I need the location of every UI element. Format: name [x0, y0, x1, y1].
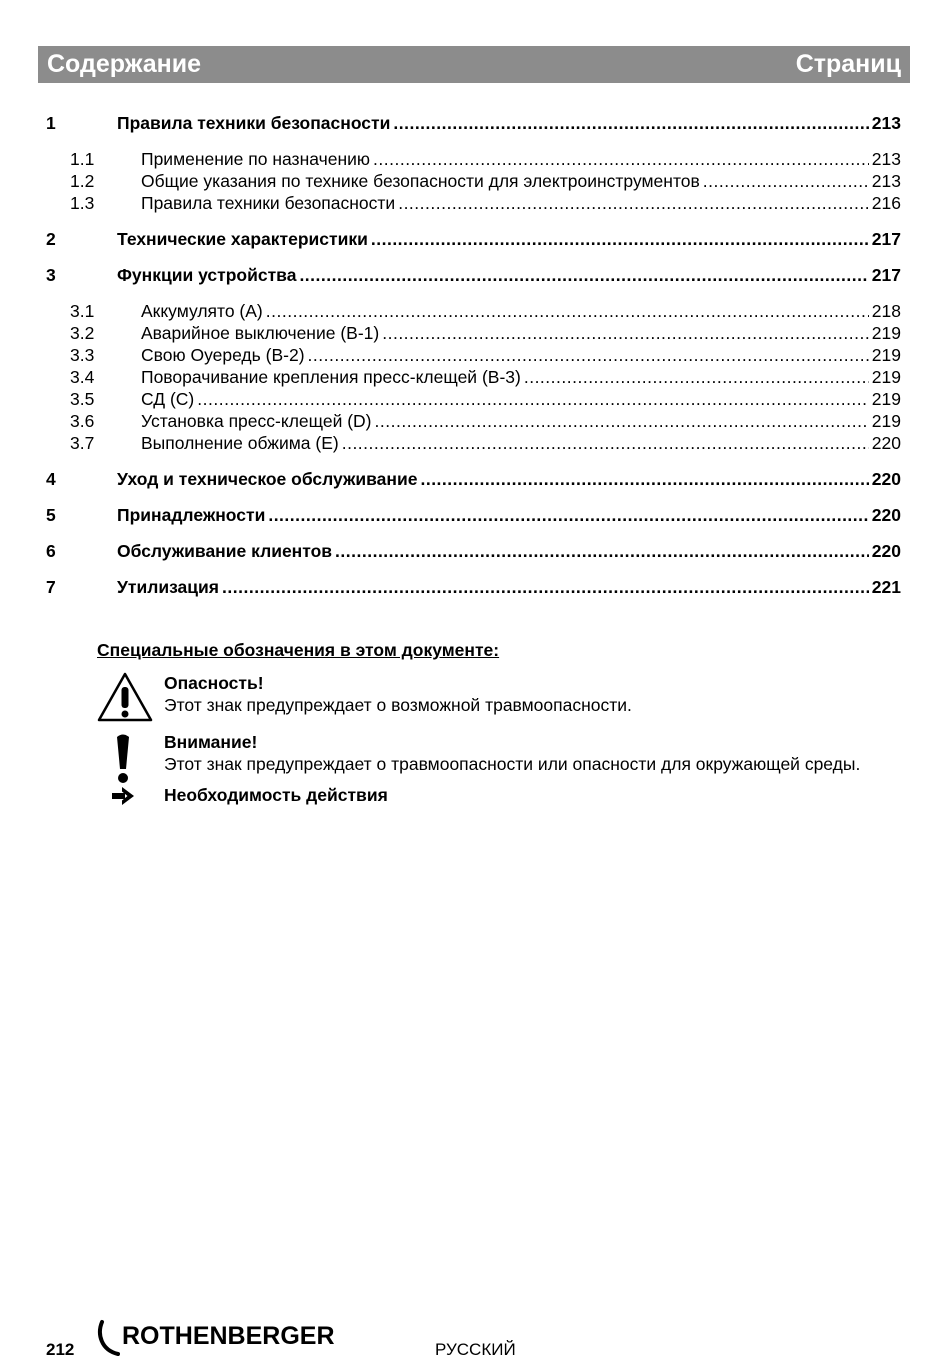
legend-action-title: Необходимость действия [164, 785, 388, 805]
brand-wordmark: ROTHENBERGER [122, 1322, 335, 1350]
toc-entry[interactable] [38, 432, 901, 454]
toc-page: 219 [871, 345, 901, 365]
toc-entry[interactable] [38, 112, 901, 134]
legend-attention-title: Внимание! [164, 732, 258, 752]
toc-leader [371, 228, 869, 250]
toc-number: 6 [46, 541, 56, 561]
table-of-contents [38, 112, 901, 598]
toc-page: 213 [871, 171, 901, 191]
toc-entry[interactable] [38, 170, 901, 192]
header-title: Содержание [47, 50, 202, 78]
toc-title: Выполнение обжима (E) [141, 433, 339, 453]
toc-leader [299, 264, 868, 286]
footer-page-number: 212 [46, 1340, 75, 1359]
toc-page: 220 [871, 469, 901, 489]
toc-page: 217 [871, 265, 901, 285]
toc-page: 213 [871, 149, 901, 169]
toc-leader [335, 540, 869, 562]
toc-title: СД (C) [141, 389, 195, 409]
toc-number: 3.4 [70, 367, 95, 387]
toc-number: 3 [46, 265, 56, 285]
toc-title: Применение по назначению [141, 149, 371, 169]
toc-leader [308, 344, 869, 366]
toc-number: 3.2 [70, 323, 95, 343]
toc-page: 213 [871, 113, 901, 133]
toc-entry[interactable] [38, 468, 901, 490]
toc-number: 1 [46, 113, 56, 133]
toc-number: 3.1 [70, 301, 95, 321]
toc-entry[interactable] [38, 388, 901, 410]
legend-action [97, 784, 877, 806]
toc-page: 217 [871, 229, 901, 249]
toc-number: 4 [46, 469, 56, 489]
toc-number: 1.2 [70, 171, 95, 191]
toc-page: 218 [871, 301, 901, 321]
toc-leader [398, 192, 869, 214]
toc-entry[interactable] [38, 576, 901, 598]
toc-title: Технические характеристики [117, 229, 368, 249]
toc-title: Установка пресс-клещей (D) [141, 411, 372, 431]
page-header [38, 46, 910, 83]
legend-attention-text: Этот знак предупреждает о травмоопасности или опасности для окружающей среды. [164, 754, 861, 774]
arrow-right-icon [111, 786, 135, 806]
toc-title: Утилизация [117, 577, 220, 597]
legend-danger-text: Этот знак предупреждает о возможной травмоопасности. [164, 695, 632, 715]
toc-leader [375, 410, 869, 432]
toc-title: Функции устройства [117, 265, 297, 285]
toc-page: 216 [871, 193, 901, 213]
toc-number: 3.5 [70, 389, 95, 409]
toc-title: Обслуживание клиентов [117, 541, 333, 561]
toc-number: 3.7 [70, 433, 95, 453]
toc-leader [197, 388, 869, 410]
toc-number: 1.1 [70, 149, 95, 169]
legend-danger [97, 672, 877, 724]
toc-title: Правила техники безопасности [117, 113, 391, 133]
toc-entry[interactable] [38, 192, 901, 214]
toc-entry[interactable] [38, 322, 901, 344]
toc-number: 2 [46, 229, 56, 249]
toc-title: Уход и техническое обслуживание [117, 469, 418, 489]
toc-entry[interactable] [38, 228, 901, 250]
toc-entry[interactable] [38, 148, 901, 170]
toc-number: 7 [46, 577, 56, 597]
toc-number: 3.3 [70, 345, 95, 365]
legend-attention [97, 731, 877, 775]
toc-title: Общие указания по технике безопасности для электроинструментов [141, 171, 700, 191]
toc-entry[interactable] [38, 540, 901, 562]
toc-page: 221 [871, 577, 901, 597]
toc-page: 220 [871, 541, 901, 561]
toc-entry[interactable] [38, 410, 901, 432]
toc-leader [222, 576, 869, 598]
toc-title: Аварийное выключение (B-1) [141, 323, 380, 343]
toc-page: 219 [871, 323, 901, 343]
toc-title: Правила техники безопасности [141, 193, 396, 213]
legend-heading: Специальные обозначения в этом документе: [97, 640, 500, 660]
toc-page: 219 [871, 367, 901, 387]
toc-entry[interactable] [38, 366, 901, 388]
toc-entry[interactable] [38, 300, 901, 322]
toc-page: 219 [871, 411, 901, 431]
toc-leader [382, 322, 869, 344]
toc-number: 3.6 [70, 411, 95, 431]
rothenberger-logo-icon [96, 1318, 348, 1358]
toc-leader [524, 366, 869, 388]
toc-title: Свою Оуередь (B-2) [141, 345, 305, 365]
toc-entry[interactable] [38, 504, 901, 526]
toc-page: 219 [871, 389, 901, 409]
toc-leader [373, 148, 869, 170]
toc-leader [703, 170, 869, 192]
header-page-label: Страниц [795, 50, 901, 78]
toc-title: Принадлежности [117, 505, 266, 525]
toc-title: Поворачивание крепления пресс-клещей (B-3) [141, 367, 521, 387]
toc-number: 5 [46, 505, 56, 525]
toc-number: 1.3 [70, 193, 95, 213]
toc-entry[interactable] [38, 264, 901, 286]
legend-danger-title: Опасность! [164, 673, 264, 693]
toc-leader [393, 112, 868, 134]
footer-language: РУССКИЙ [435, 1340, 516, 1359]
exclamation-icon [114, 733, 132, 785]
toc-entry[interactable] [38, 344, 901, 366]
warning-triangle-icon [97, 672, 153, 722]
toc-leader [420, 468, 868, 490]
toc-leader [268, 504, 868, 526]
toc-leader [342, 432, 869, 454]
toc-leader [266, 300, 869, 322]
toc-title: Аккумулято (A) [141, 301, 263, 321]
toc-page: 220 [871, 505, 901, 525]
toc-page: 220 [871, 433, 901, 453]
symbols-legend [97, 640, 877, 806]
